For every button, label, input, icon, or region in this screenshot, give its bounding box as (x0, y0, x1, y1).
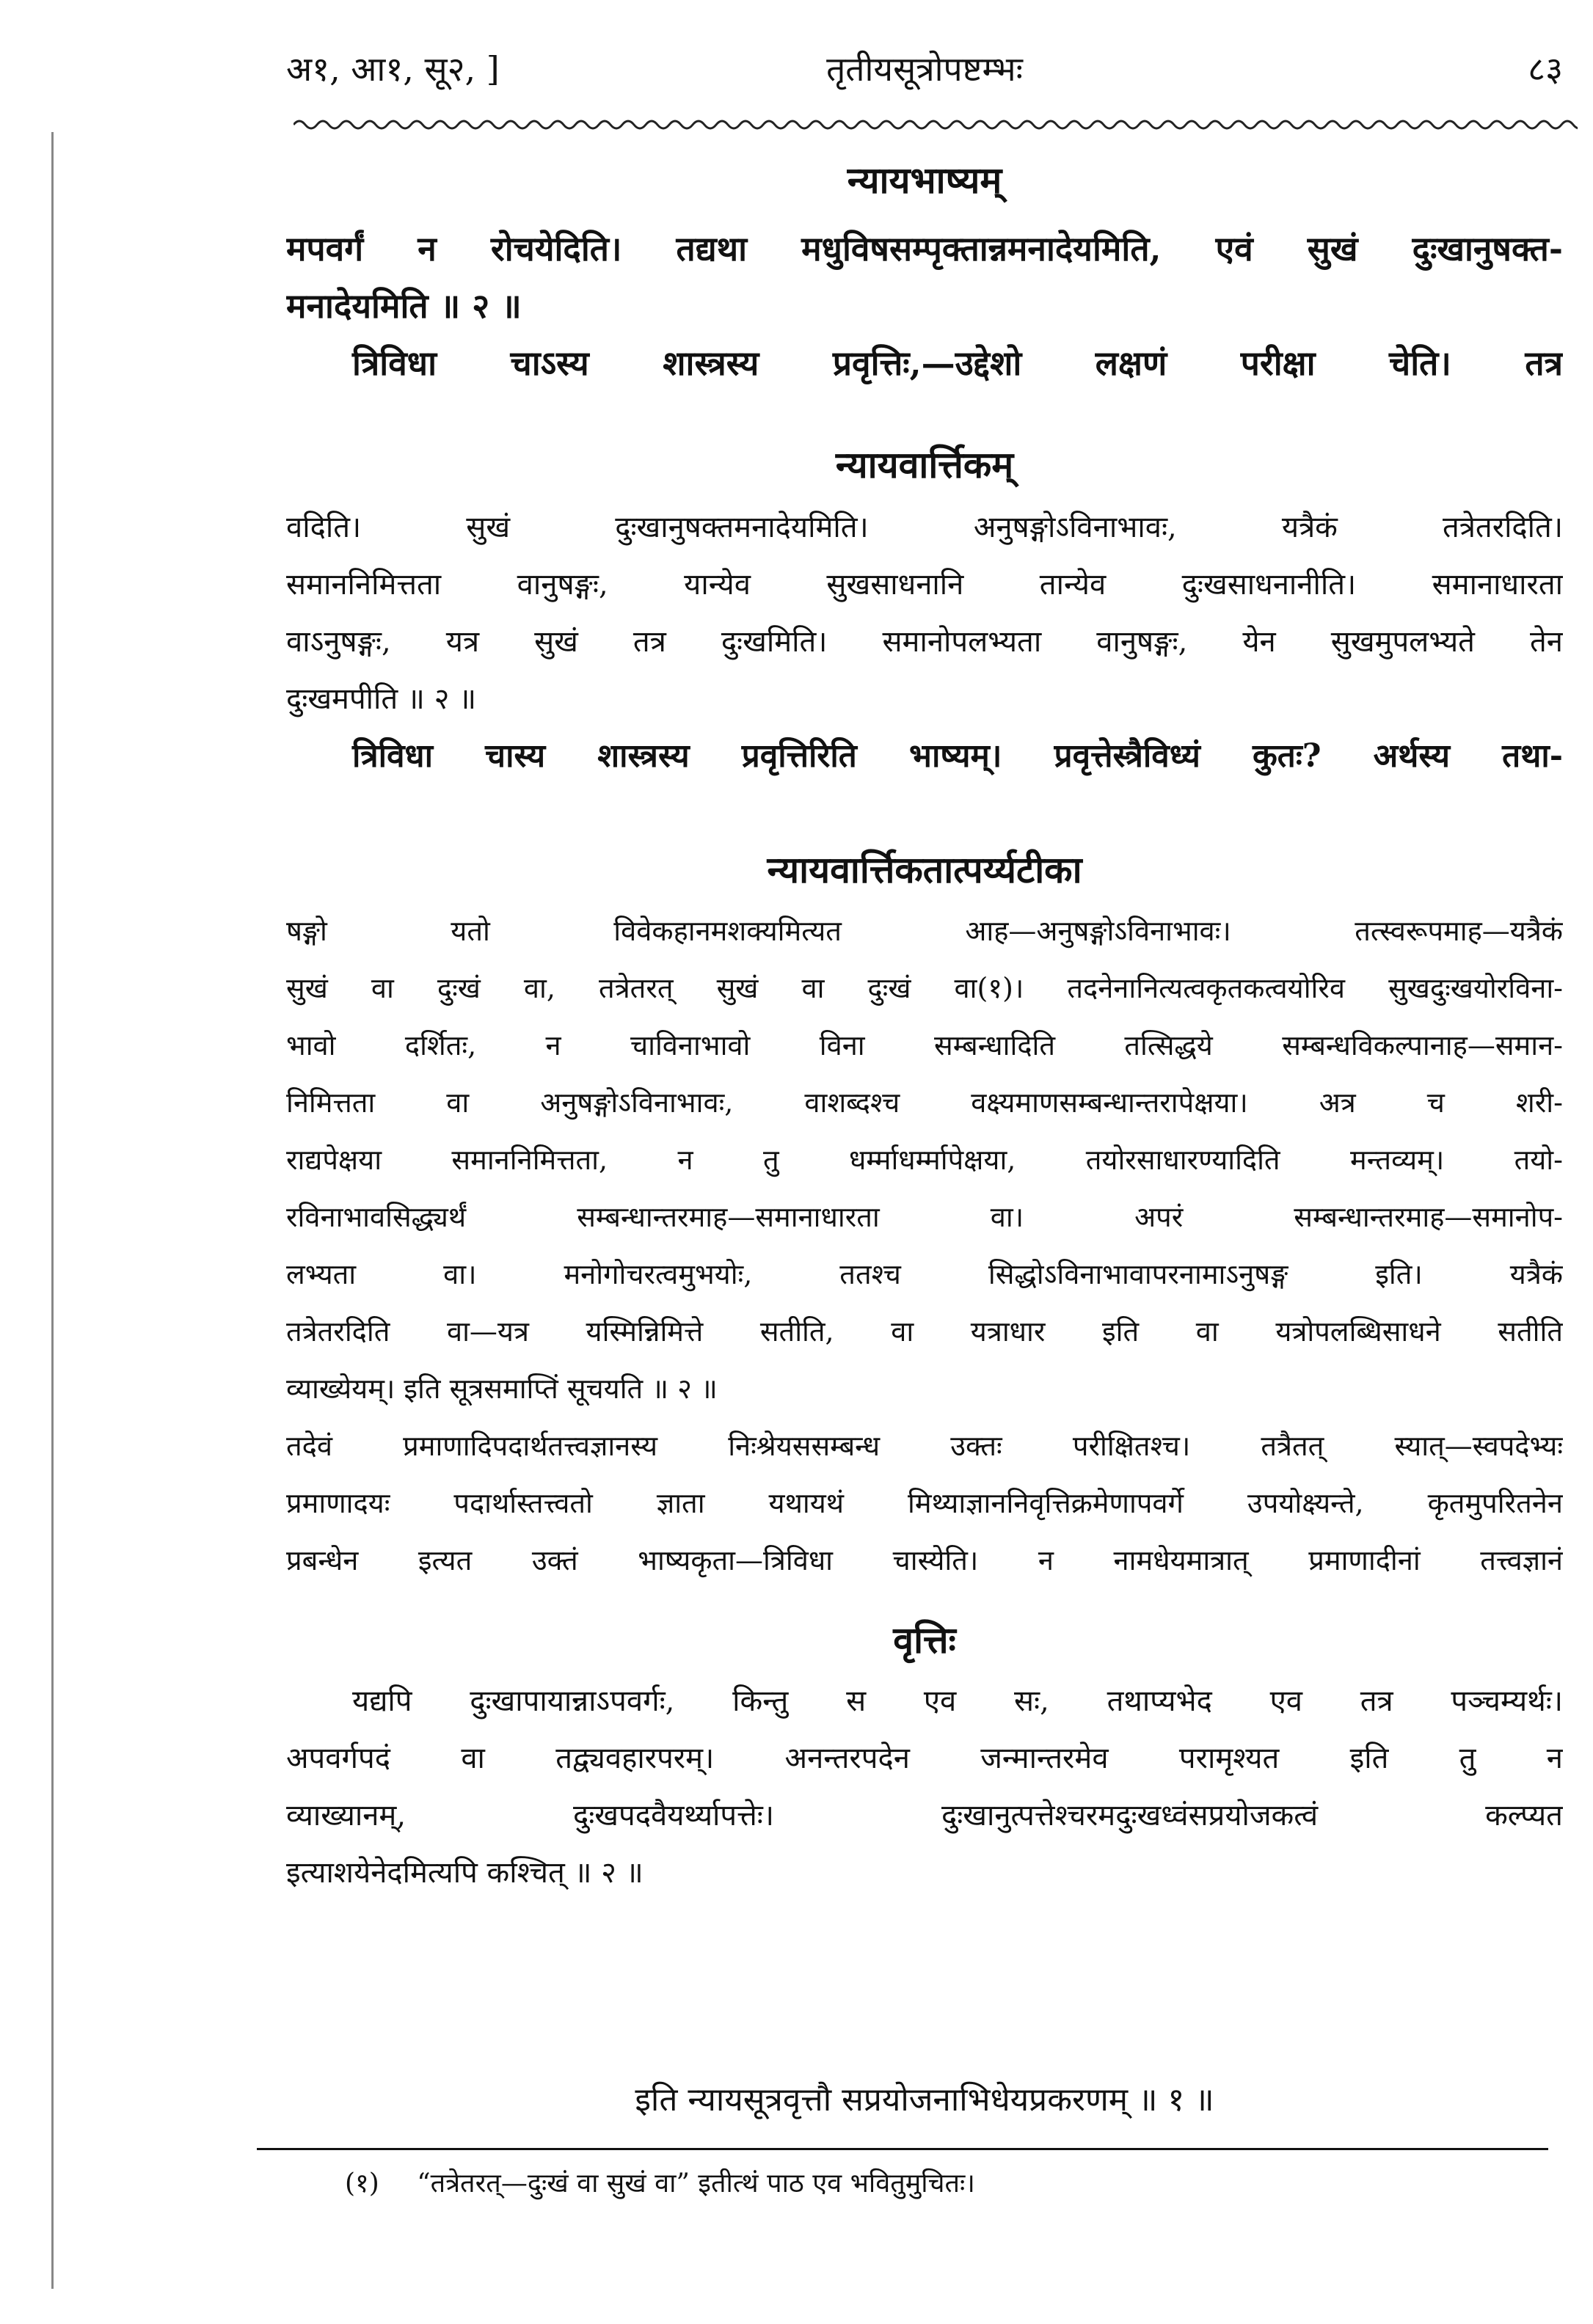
text-line: त्रिविधा चाऽस्य शास्त्रस्य प्रवृत्तिः,—उद्देशो लक्षणं परीक्षा चेति। तत्र (352, 343, 1563, 383)
header-wavy-rule (294, 110, 1578, 139)
text-line: तदेवं प्रमाणादिपदार्थतत्त्वज्ञानस्य निःश्रेयससम्बन्ध उक्तः परीक्षितश्च। तत्रैतत् स्यात्—स्वपदेभ्यः (286, 1430, 1563, 1462)
varttika-text (286, 499, 1563, 785)
text-line: राद्यपेक्षया समाननिमित्तता, न तु धर्म्माधर्म्मापेक्षया, तयोरसाधारण्यादिति मन्तव्यम्। तयो- (286, 1144, 1563, 1176)
text-line: सुखं वा दुःखं वा, तत्रेतरत् सुखं वा दुःखं वा(१)। तदनेनानित्यत्वकृतकत्वयोरिव सुखदुःखयोरविना- (286, 972, 1563, 1004)
text-line: वदिति। सुखं दुःखानुषक्तमनादेयमिति। अनुषङ्गोऽविनाभावः, यत्रैकं तत्रेतरदिति। (286, 511, 1563, 544)
text-line: लभ्यता वा। मनोगोचरत्वमुभयोः, ततश्च सिद्धोऽविनाभावापरनामाऽनुषङ्ग इति। यत्रैकं (286, 1258, 1563, 1290)
text-line: इत्याशयेनेदमित्यपि कश्चित् ॥ २ ॥ (286, 1856, 644, 1890)
footnote-text: “तत्रेतरत्—दुःखं वा सुखं वा” इतीत्थं पाठ एव भवितुमुचितः। (417, 2168, 975, 2199)
text-line: प्रबन्धेन इत्यत उक्तं भाष्यकृता—त्रिविधा चास्येति। न नामधेयमात्रात् प्रमाणादीनां तत्त्वज्ञानं (286, 1544, 1563, 1576)
section-title-vritti: वृत्तिः (893, 1618, 956, 1662)
footnote-rule (257, 2148, 1548, 2150)
text-line: मपवर्गं न रोचयेदिति। तद्यथा मधुविषसम्पृक्तान्नमनादेयमिति, एवं सुखं दुःखानुषक्त- (286, 229, 1563, 268)
text-line: दुःखमपीति ॥ २ ॥ (286, 682, 477, 716)
running-header (286, 45, 1563, 97)
text-line: तत्रेतरदिति वा—यत्र यस्मिन्निमित्ते सतीति, वा यत्राधार इति वा यत्रोपलब्धिसाधने सतीति (286, 1315, 1563, 1348)
footnote-marker: (१) (345, 2168, 379, 2199)
text-line: प्रमाणादयः पदार्थास्तत्त्वतो ज्ञाता यथायथं मिथ्याज्ञाननिवृत्तिक्रमेणापवर्गे उपयोक्ष्यन्ते, कृतमुपरितनेन (286, 1487, 1563, 1519)
section-title-bhashya: न्यायभाष्यम् (847, 158, 1002, 202)
footnote (345, 2164, 1519, 2200)
text-line: व्याख्यानम्, दुःखपदवैयर्थ्यापत्तेः। दुःखानुत्पत्तेश्चरमदुःखध्वंसप्रयोजकत्वं कल्प्यत (286, 1799, 1563, 1832)
section-title-varttika: न्यायवार्त्तिकम् (835, 443, 1014, 486)
text-line: समाननिमित्तता वानुषङ्गः, यान्येव सुखसाधनानि तान्येव दुःखसाधनानीति। समानाधारता (286, 568, 1563, 602)
text-line: व्याख्येयम्। इति सूत्रसमाप्तिं सूचयति ॥ २ ॥ (286, 1373, 718, 1405)
section-title-tika: न्यायवार्त्तिकतात्पर्य्यटीका (767, 848, 1082, 891)
text-line: मनादेयमिति ॥ २ ॥ (286, 286, 522, 326)
bhashya-text (286, 220, 1563, 392)
text-line: त्रिविधा चास्य शास्त्रस्य प्रवृत्तिरिति भाष्यम्। प्रवृत्तेस्त्रैविध्यं कुतः? अर्थस्य तथा- (352, 737, 1563, 775)
text-line: अपवर्गपदं वा तद्व्यवहारपरम्। अनन्तरपदेन जन्मान्तरमेव परामृश्यत इति तु न (286, 1742, 1563, 1775)
vritti-text (286, 1673, 1563, 1901)
header-title: तृतीयसूत्रोपष्टम्भः (826, 49, 1023, 89)
text-line: भावो दर्शितः, न चाविनाभावो विना सम्बन्धादिति तत्सिद्धये सम्बन्धविकल्पानाह—समान- (286, 1029, 1563, 1061)
page-edge-rule (51, 132, 54, 2289)
header-reference: अ१, आ१, सू२, ] (286, 49, 500, 89)
text-line: वाऽनुषङ्गः, यत्र सुखं तत्र दुःखमिति। समानोपलभ्यता वानुषङ्गः, येन सुखमुपलभ्यते तेन (286, 625, 1563, 659)
page-number: ८३ (1528, 49, 1563, 89)
text-line: यद्यपि दुःखापायान्नाऽपवर्गः, किन्तु स एव सः, तथाप्यभेद एव तत्र पञ्चम्यर्थः। (352, 1684, 1563, 1718)
tika-text (286, 902, 1563, 1589)
closing-line: इति न्यायसूत्रवृत्तौ सप्रयोजनाभिधेयप्रकरणम् ॥ १ ॥ (635, 2081, 1214, 2119)
text-line: निमित्तता वा अनुषङ्गोऽविनाभावः, वाशब्दश्च वक्ष्यमाणसम्बन्धान्तरापेक्षया। अत्र च शरी- (286, 1086, 1563, 1119)
text-line: षङ्गो यतो विवेकहानमशक्यमित्यत आह—अनुषङ्गोऽविनाभावः। तत्स्वरूपमाह—यत्रैकं (286, 915, 1563, 947)
text-line: रविनाभावसिद्ध्यर्थं सम्बन्धान्तरमाह—समानाधारता वा। अपरं सम्बन्धान्तरमाह—समानोप- (286, 1201, 1563, 1233)
